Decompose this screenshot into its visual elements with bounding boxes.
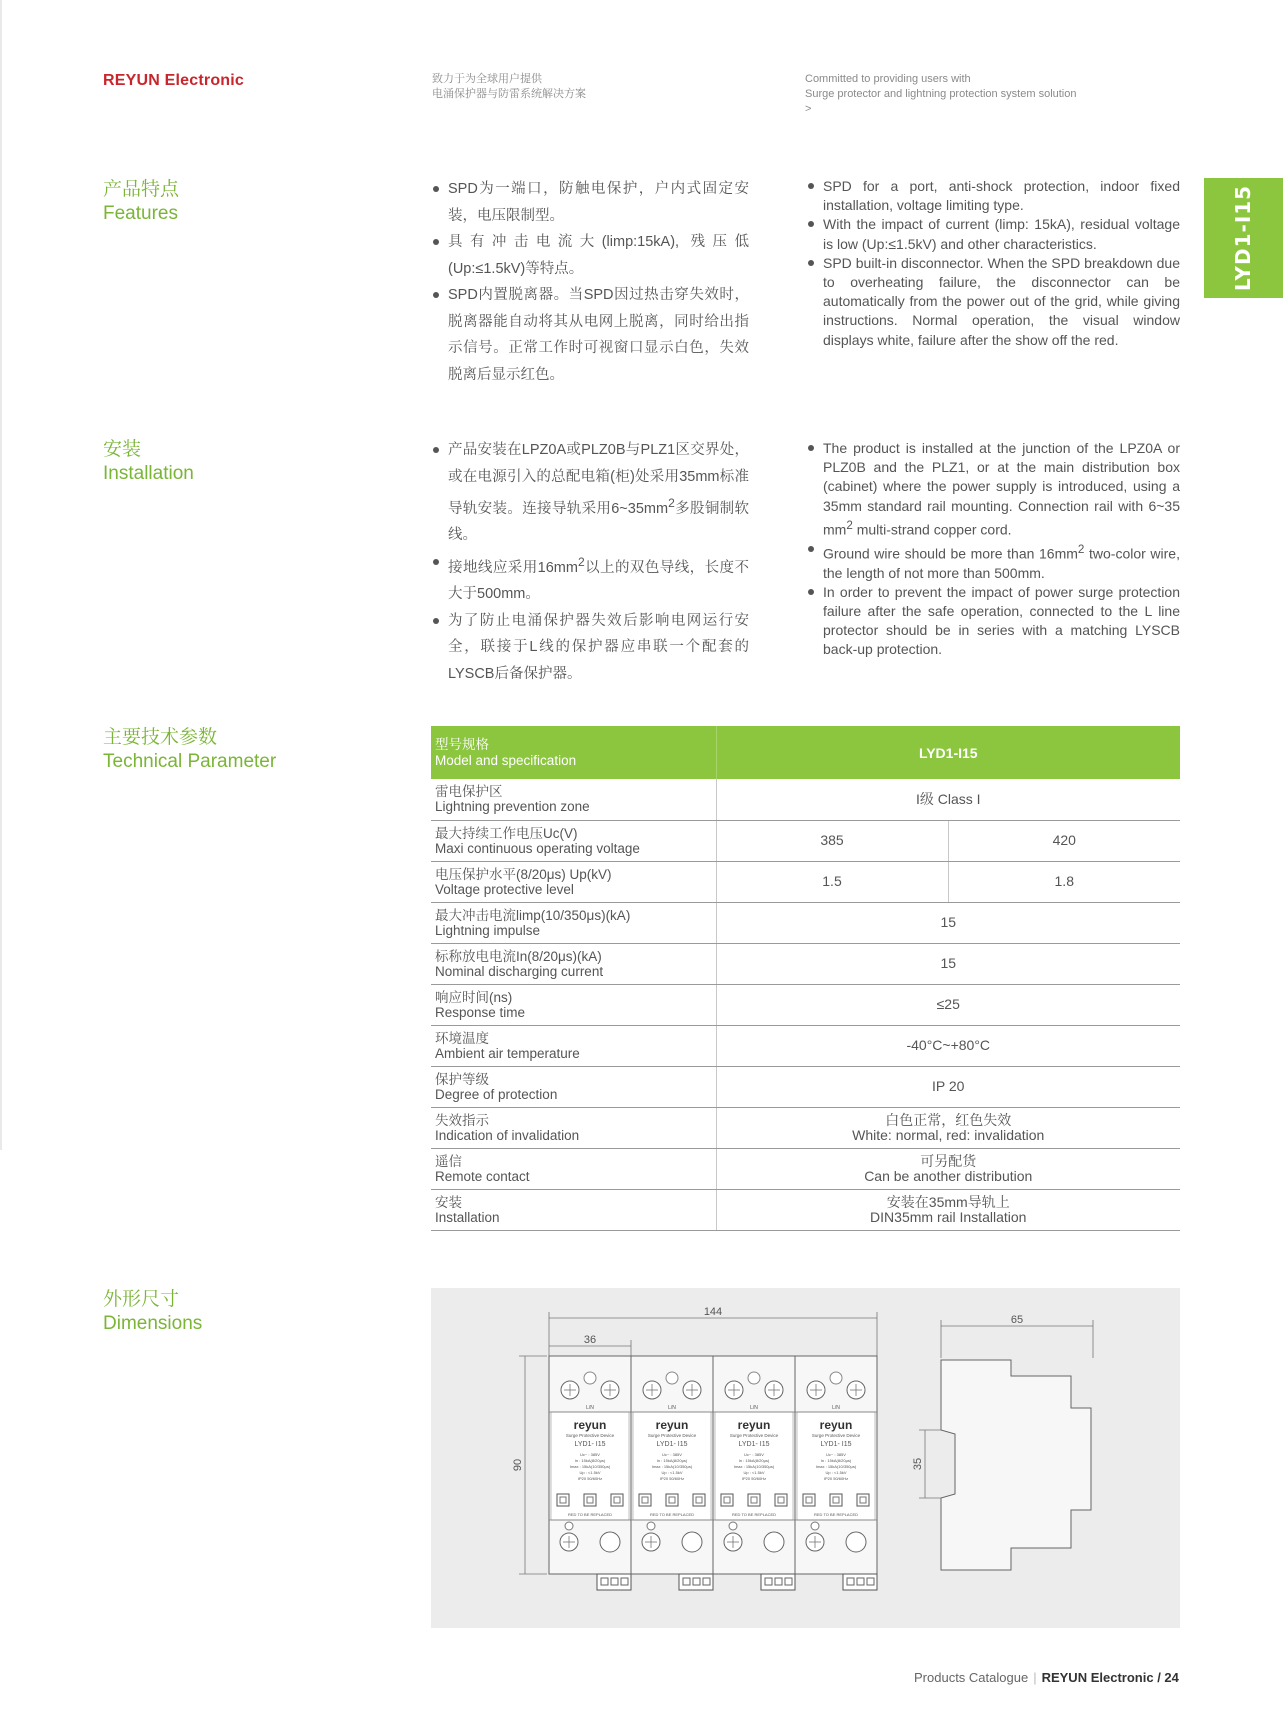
module-spec-label: Uc~ : 385V	[744, 1452, 764, 1457]
item-text: 为了防止电涌保护器失效后影响电网运行安全，联接于L线的保护器应串联一个配套的LYSCB后备保护器。	[448, 612, 749, 682]
list-item: SPD内置脱离器。当SPD因过热击穿失效时，脱离器能自动将其从电网上脱离，同时给出指示信号。正常工作时可视窗口显示白色，失效脱离后显示红色。	[431, 282, 749, 388]
status-window	[557, 1494, 569, 1506]
remote-contact-connector	[597, 1574, 631, 1590]
module-subtitle-label: Surge Protective Device	[647, 1433, 697, 1438]
param-value-cell	[716, 1189, 1180, 1230]
param-label-en: Response time	[435, 1004, 526, 1020]
module-model-label: LYD1- I15	[574, 1441, 606, 1448]
footer-page-number: / 24	[1157, 1670, 1179, 1685]
indicator-hole	[584, 1372, 596, 1384]
table-body	[431, 779, 1180, 1230]
param-label-zh: 响应时间(ns)	[435, 989, 513, 1005]
depth-label: 65	[1010, 1314, 1024, 1326]
item-text: The product is installed at the junction of the LPZ0A or PLZ0B and the PLZ1, or at the main distribution box (cabinet) where the power supply is introduced, using a 35mm standard rail mounting. Connection rail with 6~35 mm	[823, 440, 1180, 538]
param-label-zh: 失效指示	[435, 1112, 489, 1128]
param-label-cell	[431, 1025, 716, 1066]
param-value-line: 白色正常，红色失效	[885, 1111, 1012, 1128]
module-spec-label: Imax : 15kA(10/350μs)	[815, 1464, 857, 1469]
item-text: two-color wire, the length of not more than 500mm.	[823, 545, 1180, 581]
item-text: In order to prevent the impact of power surge protection failure after the safe operation, connected to the L line protector should be in series with a matching LYSCB back-up protection.	[823, 583, 1180, 658]
status-window	[775, 1494, 787, 1506]
list-item: SPD为一端口，防触电保护，户内式固定安装，电压限制型。	[431, 176, 749, 229]
terminal-hole	[764, 1532, 784, 1552]
param-label-en: Installation	[435, 1209, 500, 1225]
list-item	[431, 608, 749, 688]
param-value-cell	[716, 984, 1180, 1025]
table-row	[431, 1189, 1180, 1230]
module-spec-label: Imax : 15kA(10/350μs)	[733, 1464, 775, 1469]
param-value-line: -40°C~+80°C	[906, 1037, 991, 1053]
module-spec-label: In : 15kA(8/20μs)	[574, 1458, 606, 1463]
list-item	[806, 439, 1180, 540]
dimensions-title-zh: 外形尺寸	[103, 1289, 180, 1310]
status-window	[611, 1494, 623, 1506]
dimensions-title-en: Dimensions	[103, 1313, 203, 1334]
module-spec-label: IP20 50/60Hz	[823, 1476, 849, 1481]
header-en: Model and specification	[435, 752, 577, 768]
status-window	[693, 1494, 705, 1506]
module-spec-label: Uc~ : 385V	[580, 1452, 600, 1457]
module-port-label: L/N	[586, 1405, 594, 1411]
item-text: 接地线应采用16mm	[448, 559, 578, 576]
param-value-line: I级 Class I	[915, 790, 981, 807]
module-brand-label: reyun	[573, 1418, 607, 1432]
table-row	[431, 1025, 1180, 1066]
module-port-label: L/N	[832, 1405, 840, 1411]
installation-list-zh	[431, 437, 749, 687]
param-value-cell: 1.8	[948, 861, 1180, 902]
param-label-zh: 标称放电电流In(8/20μs)(kA)	[435, 948, 602, 964]
module-spec-label: Up : <1.5kV	[825, 1470, 847, 1475]
footer-catalogue: Products Catalogue	[914, 1670, 1029, 1685]
param-label-zh: 最大持续工作电压Uc(V)	[435, 825, 578, 841]
list-item: With the impact of current (limp: 15kA), residual voltage is low (Up:≤1.5kV) and other characteristics.	[806, 215, 1180, 253]
tagline-en-line: Surge protector and lightning protection system solution	[805, 88, 1077, 100]
installation-title-zh: 安装	[103, 439, 142, 460]
param-label-cell	[431, 1107, 716, 1148]
param-label-en: Voltage protective level	[435, 881, 574, 897]
table-row	[431, 1148, 1180, 1189]
height-label: 90	[512, 1458, 524, 1472]
module-spec-label: Up : <1.5kV	[743, 1470, 765, 1475]
status-window	[639, 1494, 651, 1506]
param-label-cell	[431, 984, 716, 1025]
indicator-hole	[748, 1372, 760, 1384]
header-spec-cell	[431, 726, 716, 779]
list-item: 具有冲击电流大(limp:15kA), 残压低(Up:≤1.5kV)等特点。	[431, 229, 749, 282]
module-window-label: RED TO BE REPLACED	[649, 1512, 695, 1517]
status-window	[748, 1494, 760, 1506]
table-row	[431, 943, 1180, 984]
module-brand-label: reyun	[737, 1418, 771, 1432]
table-row	[431, 984, 1180, 1025]
param-label-cell	[431, 1189, 716, 1230]
param-value-line: 15	[940, 955, 957, 971]
table-row	[431, 1107, 1180, 1148]
param-label-en: Maxi continuous operating voltage	[435, 840, 640, 856]
table-row	[431, 820, 1180, 861]
tagline-en-line: Committed to providing users with	[805, 73, 971, 85]
param-label-cell	[431, 1066, 716, 1107]
item-text: Ground wire should be more than 16mm	[823, 545, 1078, 562]
module-spec-label: In : 15kA(8/20μs)	[738, 1458, 770, 1463]
module-model-label: LYD1- I15	[738, 1441, 770, 1448]
brand-name: REYUN Electronic	[103, 72, 245, 89]
terminal-hole	[600, 1532, 620, 1552]
module-spec-label: Imax : 15kA(10/350μs)	[651, 1464, 693, 1469]
param-label-en: Nominal discharging current	[435, 963, 604, 979]
param-label-zh: 遥信	[435, 1153, 462, 1169]
param-label-cell	[431, 902, 716, 943]
list-item: SPD for a port, anti-shock protection, indoor fixed installation, voltage limiting type.	[806, 177, 1180, 215]
small-screw-icon	[811, 1522, 819, 1530]
param-label-zh: 电压保护水平(8/20μs) Up(kV)	[435, 866, 612, 882]
param-label-zh: 环境温度	[435, 1030, 489, 1046]
status-window	[803, 1494, 815, 1506]
module-window-label: RED TO BE REPLACED	[567, 1512, 613, 1517]
table-row	[431, 902, 1180, 943]
rail-width-label: 35	[912, 1457, 924, 1471]
param-label-en: Remote contact	[435, 1168, 530, 1184]
list-item	[806, 583, 1180, 660]
param-label-cell	[431, 820, 716, 861]
module-width-label: 36	[583, 1334, 597, 1346]
param-value-line: IP 20	[932, 1078, 965, 1094]
param-label-cell	[431, 1148, 716, 1189]
param-value-cell	[716, 1107, 1180, 1148]
module-window-label: RED TO BE REPLACED	[813, 1512, 859, 1517]
item-text: 多股铜制软线。	[448, 500, 750, 544]
param-label-en: Indication of invalidation	[435, 1127, 580, 1143]
module-port-label: L/N	[750, 1405, 758, 1411]
module-subtitle-label: Surge Protective Device	[565, 1433, 615, 1438]
page-footer	[914, 1670, 1179, 1685]
header-model-cell: LYD1-I15	[716, 726, 1180, 779]
param-value-cell	[716, 1066, 1180, 1107]
param-value-cell	[716, 902, 1180, 943]
features-title-zh: 产品特点	[103, 179, 180, 200]
item-text: 产品安装在LPZ0A或PLZ0B与PLZ1区交界处，或在电源引入的总配电箱(柜)处采用35mm标准导轨安装。连接导轨采用6~35mm	[448, 442, 749, 517]
small-screw-icon	[729, 1522, 737, 1530]
side-view-profile	[941, 1360, 1091, 1570]
tagline-en	[805, 72, 1077, 117]
table-row	[431, 861, 1180, 902]
status-window	[584, 1494, 596, 1506]
terminal-hole	[846, 1532, 866, 1552]
module-spec-label: In : 15kA(8/20μs)	[656, 1458, 688, 1463]
param-label-zh: 雷电保护区	[435, 784, 503, 800]
features-heading	[103, 178, 179, 226]
module-spec-label: IP20 50/60Hz	[741, 1476, 767, 1481]
status-window	[721, 1494, 733, 1506]
module-subtitle-label: Surge Protective Device	[811, 1433, 861, 1438]
features-title-en: Features	[103, 203, 178, 224]
table-row	[431, 779, 1180, 820]
model-side-tab	[1204, 178, 1283, 298]
param-label-cell	[431, 779, 716, 820]
dimension-svg	[431, 1288, 1180, 1628]
tech-param-table	[431, 726, 1180, 1231]
module-spec-label: Up : <1.5kV	[661, 1470, 683, 1475]
param-value-cell: 385	[716, 820, 948, 861]
param-label-zh: 最大冲击电流limp(10/350μs)(kA)	[435, 907, 631, 923]
param-value-cell	[716, 779, 1180, 820]
table-header-row	[431, 726, 1180, 779]
remote-contact-connector	[761, 1574, 795, 1590]
item-text: 以上的双色导线，长度不大于500mm。	[448, 559, 749, 603]
item-sup: 2	[668, 496, 675, 510]
list-item	[431, 437, 749, 549]
terminal-hole	[682, 1532, 702, 1552]
param-label-cell	[431, 943, 716, 984]
param-label-cell	[431, 861, 716, 902]
module-brand-label: reyun	[819, 1418, 853, 1432]
module-spec-label: In : 15kA(8/20μs)	[820, 1458, 852, 1463]
dimensions-heading	[103, 1288, 202, 1336]
module-spec-label: IP20 50/60Hz	[659, 1476, 685, 1481]
param-label-en: Lightning prevention zone	[435, 799, 590, 815]
list-item: SPD built-in disconnector. When the SPD breakdown due to overheating failure, the disconnector can be automatically from the power out of the grid, while giving instructions. Normal operation, the visual window displays white, failure after the show off the red.	[806, 254, 1180, 350]
param-value-line: ≤25	[936, 996, 960, 1012]
param-label-en: Degree of protection	[435, 1086, 558, 1102]
item-text: multi-strand copper cord.	[852, 521, 1012, 538]
module-spec-label: Uc~ : 385V	[662, 1452, 682, 1457]
tagline-arrow: >	[805, 103, 812, 115]
item-sup: 2	[1077, 542, 1085, 556]
module-brand-label: reyun	[655, 1418, 689, 1432]
module-port-label: L/N	[668, 1405, 676, 1411]
param-value-line: 可另配货	[920, 1152, 977, 1169]
table-row	[431, 1066, 1180, 1107]
param-value-cell: 420	[948, 820, 1180, 861]
small-screw-icon	[647, 1522, 655, 1530]
installation-heading	[103, 438, 194, 486]
param-value-cell	[716, 1025, 1180, 1066]
module-spec-label: IP20 50/60Hz	[577, 1476, 603, 1481]
param-value-cell: 1.5	[716, 861, 948, 902]
param-value-line: Can be another distribution	[864, 1167, 1033, 1184]
param-label-en: Ambient air temperature	[435, 1045, 580, 1061]
left-edge-rule	[0, 0, 2, 1150]
remote-contact-connector	[843, 1574, 877, 1590]
module-model-label: LYD1- I15	[820, 1441, 852, 1448]
total-width-label: 144	[703, 1306, 723, 1318]
param-value-line: 15	[940, 914, 957, 930]
status-window	[857, 1494, 869, 1506]
module-subtitle-label: Surge Protective Device	[729, 1433, 779, 1438]
small-screw-icon	[565, 1522, 573, 1530]
installation-list-en	[806, 439, 1180, 660]
features-list-en	[806, 177, 1180, 350]
tagline-zh	[432, 72, 586, 102]
module-spec-label: Up : <1.5kV	[579, 1470, 601, 1475]
remote-contact-connector	[679, 1574, 713, 1590]
indicator-hole	[666, 1372, 678, 1384]
module-spec-label: Imax : 15kA(10/350μs)	[569, 1464, 611, 1469]
param-value-line: 安装在35mm导轨上	[886, 1193, 1010, 1210]
param-value-cell	[716, 943, 1180, 984]
module-model-label: LYD1- I15	[656, 1441, 688, 1448]
param-label-zh: 安装	[435, 1194, 462, 1210]
param-value-line: DIN35mm rail Installation	[870, 1208, 1027, 1225]
item-sup: 2	[846, 518, 853, 532]
footer-separator: |	[1033, 1670, 1037, 1685]
tech-heading	[103, 726, 276, 774]
tech-title-zh: 主要技术参数	[103, 727, 218, 748]
side-tab-label: LYD1-I15	[1231, 184, 1256, 292]
tagline-zh-line: 电涌保护器与防雷系统解决方案	[432, 88, 586, 100]
indicator-hole	[830, 1372, 842, 1384]
param-value-line: White: normal, red: invalidation	[852, 1126, 1045, 1143]
list-item	[431, 549, 749, 608]
dimension-drawing	[431, 1288, 1180, 1628]
status-window	[830, 1494, 842, 1506]
tagline-zh-line: 致力于为全球用户提供	[432, 73, 542, 85]
status-window	[666, 1494, 678, 1506]
installation-title-en: Installation	[103, 463, 194, 484]
header-zh: 型号规格	[435, 736, 489, 752]
features-list-zh	[431, 176, 749, 388]
footer-brand: REYUN Electronic	[1041, 1670, 1154, 1685]
param-label-en: Lightning impulse	[435, 922, 541, 938]
module-window-label: RED TO BE REPLACED	[731, 1512, 777, 1517]
list-item	[806, 540, 1180, 583]
tech-title-en: Technical Parameter	[103, 751, 277, 772]
item-sup: 2	[577, 554, 585, 569]
module-spec-label: Uc~ : 385V	[826, 1452, 846, 1457]
param-label-zh: 保护等级	[435, 1071, 489, 1087]
param-value-cell	[716, 1148, 1180, 1189]
